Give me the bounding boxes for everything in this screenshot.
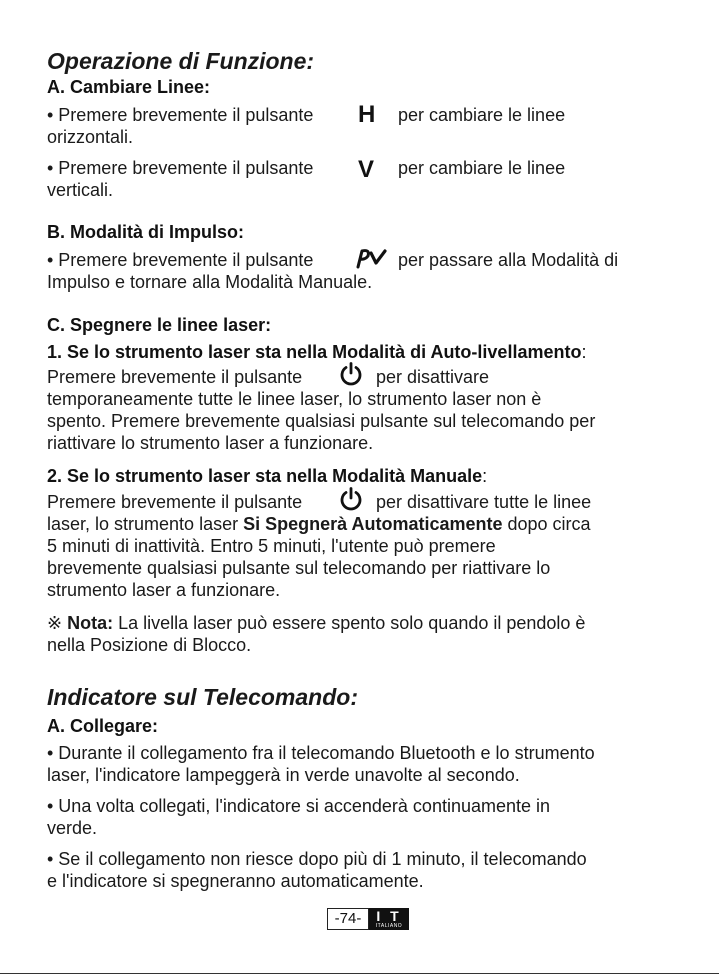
section-title-operazione: Operazione di Funzione:: [47, 48, 315, 74]
text-line: per disattivare tutte le linee: [376, 492, 592, 512]
page-number: -74-: [327, 908, 369, 930]
text-line: Impulso e tornare alla Modalità Manuale.: [47, 272, 373, 292]
text-line: temporaneamente tutte le linee laser, lo strumento laser non è: [47, 389, 542, 409]
language-code: I T: [376, 908, 402, 924]
text-line: • Premere brevemente il pulsante: [47, 250, 314, 270]
text-line: Premere brevemente il pulsante: [47, 492, 303, 512]
colon: :: [482, 466, 488, 486]
text-line: spento. Premere brevemente qualsiasi pulsante sul telecomando per: [47, 411, 596, 431]
subheading-manuale: [47, 466, 487, 487]
text-line-mixed: [47, 513, 591, 535]
text-line: • Premere brevemente il pulsante: [47, 105, 314, 125]
text-line: per disattivare: [376, 367, 490, 387]
heading-cambiare-linee: A. Cambiare Linee:: [47, 77, 211, 97]
language-badge: [369, 908, 409, 930]
text-line: per cambiare le linee: [398, 158, 566, 178]
text-line: e l'indicatore si spegneranno automaticamente.: [47, 871, 424, 891]
text-line: Premere brevemente il pulsante: [47, 367, 303, 387]
text-line: verticali.: [47, 180, 114, 200]
pulse-icon: [352, 247, 388, 269]
note-mark-icon: ※: [47, 613, 63, 633]
power-icon: [338, 361, 364, 387]
bottom-divider: [0, 973, 719, 974]
text-line: nella Posizione di Blocco.: [47, 635, 252, 655]
text-line: brevemente qualsiasi pulsante sul telecomando per riattivare lo: [47, 558, 551, 578]
power-icon: [338, 486, 364, 512]
note-label: Nota:: [67, 613, 114, 633]
note-line: [47, 612, 585, 634]
text-line: verde.: [47, 818, 98, 838]
emphasis-text: Si Spegnerà Automaticamente: [243, 514, 503, 534]
text-line: • Durante il collegamento fra il telecomando Bluetooth e lo strumento: [47, 743, 595, 763]
heading-spegnere: C. Spegnere le linee laser:: [47, 315, 272, 335]
text-line: 5 minuti di inattività. Entro 5 minuti, l'utente può premere: [47, 536, 496, 556]
section-title-indicatore: Indicatore sul Telecomando:: [47, 684, 358, 710]
text-line: strumento laser a funzionare.: [47, 580, 281, 600]
v-button-icon: V: [358, 156, 375, 183]
text-line: riattivare lo strumento laser a funzionare.: [47, 433, 374, 453]
subheading-auto-livellamento: [47, 342, 586, 363]
text-line: orizzontali.: [47, 127, 134, 147]
text-line: • Se il collegamento non riesce dopo più di 1 minuto, il telecomando: [47, 849, 587, 869]
language-name: ITALIANO: [375, 923, 403, 929]
text-line: • Una volta collegati, l'indicatore si accenderà continuamente in: [47, 796, 551, 816]
text-line: per passare alla Modalità di: [398, 250, 619, 270]
text-line: laser, l'indicatore lampeggerà in verde unavolte al secondo.: [47, 765, 520, 785]
heading-collegare: A. Collegare:: [47, 716, 159, 736]
text-line: • Premere brevemente il pulsante: [47, 158, 314, 178]
text-line: per cambiare le linee: [398, 105, 566, 125]
note-text: La livella laser può essere spento solo quando il pendolo è: [113, 613, 586, 633]
subheading-text: 1. Se lo strumento laser sta nella Modalità di Auto-livellamento: [47, 342, 582, 362]
heading-modalita-impulso: B. Modalità di Impulso:: [47, 222, 244, 242]
colon: :: [581, 342, 587, 362]
text: dopo circa: [502, 514, 591, 534]
text: laser, lo strumento laser: [47, 514, 244, 534]
subheading-text: 2. Se lo strumento laser sta nella Modalità Manuale: [47, 466, 483, 486]
h-button-icon: H: [358, 101, 376, 128]
